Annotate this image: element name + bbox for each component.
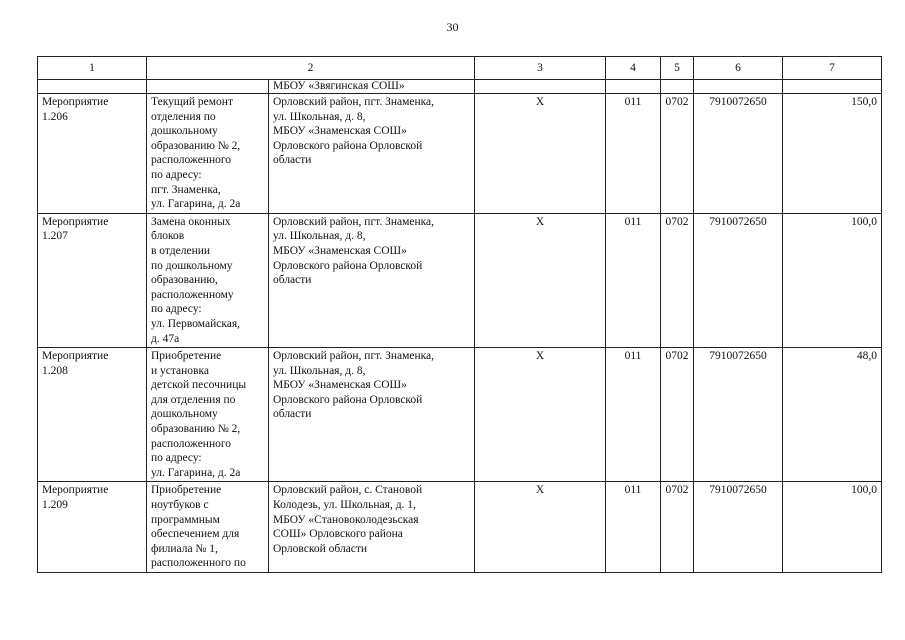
cell-description-line: пгт. Знаменка, <box>151 183 221 196</box>
table-row <box>38 482 882 573</box>
cell-activity-line: Мероприятие <box>42 484 109 497</box>
cell-description-line: обеспечением для <box>151 528 240 541</box>
table-row <box>38 213 882 347</box>
cell-col7: 100,0 <box>783 482 882 573</box>
cell-address-line: Орловского района Орловской <box>273 393 423 406</box>
cell-activity-line: 1.207 <box>42 230 68 243</box>
cell-description-line: образованию № 2, <box>151 423 241 436</box>
cell-col7: 48,0 <box>783 348 882 482</box>
cell-activity <box>38 94 147 214</box>
cell-address <box>269 482 475 573</box>
cell-activity-line: 1.209 <box>42 499 68 512</box>
cell-activity <box>38 482 147 573</box>
header-col-6: 6 <box>694 57 783 80</box>
cell-address-line: Орловской области <box>273 542 368 555</box>
cell-description-line: для отделения по <box>151 393 236 406</box>
cell-description-line: образованию, <box>151 274 218 287</box>
cell-description-line: образованию № 2, <box>151 139 241 152</box>
cell-description <box>147 94 269 214</box>
cell-description-line: д. 47а <box>151 332 180 345</box>
cell-description-line: и установка <box>151 364 210 377</box>
cell-address-line: области <box>273 274 312 287</box>
cell-activity <box>38 80 147 94</box>
header-col-4: 4 <box>606 57 661 80</box>
budget-table <box>37 56 882 573</box>
cell-address-line: СОШ» Орловского района <box>273 528 403 541</box>
cell-description <box>147 80 269 94</box>
cell-description-line: расположенного <box>151 154 232 167</box>
cell-address-line: области <box>273 408 312 421</box>
cell-col5: 0702 <box>661 94 694 214</box>
cell-description-line: Приобретение <box>151 484 222 497</box>
cell-address-line: Орловский район, с. Становой <box>273 484 423 497</box>
header-row <box>38 57 882 80</box>
header-col-2: 2 <box>147 57 475 80</box>
cell-address <box>269 213 475 347</box>
cell-col4: 011 <box>606 482 661 573</box>
cell-description <box>147 482 269 573</box>
cell-address-line: Орловского района Орловской <box>273 139 423 152</box>
cell-description-line: в отделении <box>151 244 211 257</box>
cell-address <box>269 348 475 482</box>
cell-col6: 7910072650 <box>694 348 783 482</box>
cell-address-line: Орловского района Орловской <box>273 259 423 272</box>
cell-description-line: расположенного <box>151 437 232 450</box>
cell-col4: 011 <box>606 94 661 214</box>
cell-description <box>147 348 269 482</box>
cell-description-line: по адресу: <box>151 168 202 181</box>
cell-description-line: Замена оконных <box>151 215 231 228</box>
cell-address-line: области <box>273 154 312 167</box>
cell-description <box>147 213 269 347</box>
page-number: 30 <box>446 20 459 34</box>
cell-col7 <box>783 80 882 94</box>
cell-address-line: Колодезь, ул. Школьная, д. 1, <box>273 499 416 512</box>
cell-address-line: МБОУ «Знаменская СОШ» <box>273 379 407 392</box>
cell-description-line: дошкольному <box>151 125 218 138</box>
cell-col3: Х <box>475 482 606 573</box>
cell-description-line: ул. Первомайская, <box>151 317 241 330</box>
cell-activity-line: Мероприятие <box>42 96 109 108</box>
cell-description-line: по дошкольному <box>151 259 233 272</box>
cell-address-line: Орловский район, пгт. Знаменка, <box>273 96 435 108</box>
cell-description-line: ул. Гагарина, д. 2а <box>151 466 241 479</box>
cell-col6 <box>694 80 783 94</box>
cell-activity <box>38 213 147 347</box>
cell-col5: 0702 <box>661 213 694 347</box>
cell-description-line: расположенного по <box>151 557 246 570</box>
cell-description-line: ул. Гагарина, д. 2а <box>151 198 241 211</box>
cell-description-line: блоков <box>151 230 185 243</box>
cell-address-line: МБОУ «Знаменская СОШ» <box>273 244 407 257</box>
cell-address: МБОУ «Звягинская СОШ» <box>269 80 475 94</box>
header-col-3: 3 <box>475 57 606 80</box>
cell-description-line: Текущий ремонт <box>151 96 233 108</box>
cell-description-line: расположенному <box>151 288 234 301</box>
table-row <box>38 348 882 482</box>
cell-col5: 0702 <box>661 348 694 482</box>
cell-description-line: отделения по <box>151 110 216 123</box>
cell-activity-line: 1.208 <box>42 364 68 377</box>
cell-address-line: Орловский район, пгт. Знаменка, <box>273 215 435 228</box>
cell-col6: 7910072650 <box>694 482 783 573</box>
cell-description-line: по адресу: <box>151 303 202 316</box>
cell-address-line: ул. Школьная, д. 8, <box>273 364 366 377</box>
cell-activity-line: Мероприятие <box>42 215 109 228</box>
cell-col6: 7910072650 <box>694 213 783 347</box>
continuation-row <box>38 80 882 94</box>
cell-col7: 100,0 <box>783 213 882 347</box>
cell-col3: Х <box>475 213 606 347</box>
cell-description-line: детской песочницы <box>151 379 247 392</box>
cell-col4: 011 <box>606 213 661 347</box>
cell-description-line: по адресу: <box>151 452 202 465</box>
cell-activity-line: Мероприятие <box>42 350 109 363</box>
cell-description-line: программным <box>151 513 220 526</box>
cell-description-line: ноутбуков с <box>151 499 209 512</box>
cell-col3: Х <box>475 348 606 482</box>
cell-col5 <box>661 80 694 94</box>
cell-address <box>269 94 475 214</box>
cell-description-line: дошкольному <box>151 408 218 421</box>
cell-description-line: Приобретение <box>151 350 222 363</box>
cell-col5: 0702 <box>661 482 694 573</box>
cell-col6: 7910072650 <box>694 94 783 214</box>
header-col-7: 7 <box>783 57 882 80</box>
cell-col3 <box>475 80 606 94</box>
cell-col4 <box>606 80 661 94</box>
cell-col3: Х <box>475 94 606 214</box>
cell-address-line: МБОУ «Становоколодезьская <box>273 513 419 526</box>
cell-address-line: ул. Школьная, д. 8, <box>273 230 366 243</box>
cell-description-line: филиала № 1, <box>151 542 218 555</box>
cell-col4: 011 <box>606 348 661 482</box>
cell-activity <box>38 348 147 482</box>
header-col-1: 1 <box>38 57 147 80</box>
cell-address-line: ул. Школьная, д. 8, <box>273 110 366 123</box>
header-col-5: 5 <box>661 57 694 80</box>
cell-address-line: МБОУ «Знаменская СОШ» <box>273 125 407 138</box>
cell-col7: 150,0 <box>783 94 882 214</box>
table-row <box>38 94 882 214</box>
cell-activity-line: 1.206 <box>42 110 68 123</box>
cell-address-line: Орловский район, пгт. Знаменка, <box>273 350 435 363</box>
